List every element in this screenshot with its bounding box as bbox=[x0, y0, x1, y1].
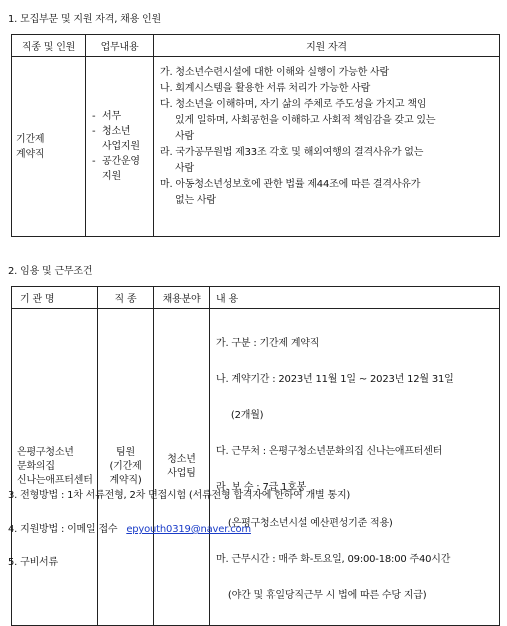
type-line: (기간제 bbox=[109, 461, 142, 472]
qualification-item bbox=[160, 97, 493, 145]
detail-line: (2개월) bbox=[216, 410, 264, 421]
header-job-count: 직종 및 인원 bbox=[12, 35, 86, 57]
employment-table bbox=[11, 286, 500, 626]
field-line: 청소년 bbox=[167, 454, 196, 465]
org-cell bbox=[12, 309, 98, 626]
details-cell bbox=[210, 309, 500, 626]
field-cell bbox=[154, 309, 210, 626]
detail-line: (야간 및 휴일당직근무 시 법에 따른 수당 지급) bbox=[216, 590, 427, 601]
header-duties: 업무내용 bbox=[86, 35, 154, 57]
detail-line: (은평구청소년시설 예산편성기준 적용) bbox=[216, 518, 393, 529]
job-line: 기간제 bbox=[16, 133, 45, 145]
job-line: 계약직 bbox=[16, 148, 45, 160]
qualification-line: 사람 bbox=[175, 163, 194, 174]
org-line: 신나는애프터센터 bbox=[17, 475, 93, 486]
qualification-table bbox=[11, 34, 500, 237]
org-line: 문화의집 bbox=[17, 461, 55, 472]
section-1-title: 1. 모집부문 및 지원 자격, 채용 인원 bbox=[8, 14, 161, 25]
qualification-item: 나. 회계시스템을 활용한 서류 처리가 가능한 사람 bbox=[160, 83, 371, 94]
job-cell bbox=[12, 57, 86, 237]
duty-line: 청소년 bbox=[102, 126, 131, 137]
duty-line: 지원 bbox=[102, 171, 121, 182]
qualifications-cell bbox=[154, 57, 500, 237]
header-content: 내 용 bbox=[210, 287, 500, 309]
detail-line: 마. 근무시간 : 매주 화-토요일, 09:00-18:00 주40시간 bbox=[216, 554, 451, 565]
qualification-item: 가. 청소년수련시설에 대한 이해와 실행이 가능한 사람 bbox=[160, 67, 389, 78]
email-link[interactable]: epyouth0319@naver.com bbox=[126, 524, 251, 535]
detail-line: 가. 구분 : 기간제 계약직 bbox=[216, 338, 320, 349]
qualification-line: 있게 일하며, 사회공헌을 이해하고 사회적 책임감을 갖고 있는 bbox=[175, 115, 436, 126]
org-line: 은평구청소년 bbox=[17, 447, 74, 458]
section-2-title: 2. 임용 및 근무조건 bbox=[8, 266, 93, 277]
type-line: 팀원 bbox=[116, 447, 135, 458]
qualification-line: 다. 청소년을 이해하며, 자기 삶의 주체로 주도성을 가지고 책임 bbox=[160, 99, 427, 110]
duty-item bbox=[90, 154, 153, 184]
section-4 bbox=[8, 520, 251, 535]
section-5-title: 5. 구비서류 bbox=[8, 557, 58, 568]
qualification-line: 라. 국가공무원법 제33조 각호 및 해외여행의 결격사유가 없는 bbox=[160, 147, 424, 158]
section-3-text: 3. 전형방법 : 1차 서류전형, 2차 면접시험 (서류전형 합격자에 한하여 개별 통지) bbox=[8, 490, 351, 501]
qualification-line: 마. 아동청소년성보호에 관한 법률 제44조에 따른 결격사유가 bbox=[160, 179, 421, 190]
duty-item bbox=[90, 124, 153, 154]
qualification-line: 없는 사람 bbox=[175, 195, 216, 206]
detail-line: 다. 근무처 : 은평구청소년문화의집 신나는애프터센터 bbox=[216, 446, 443, 457]
header-type: 직 종 bbox=[98, 287, 154, 309]
type-line: 계약직) bbox=[109, 475, 142, 486]
duties-cell bbox=[86, 57, 154, 237]
duty-line: 공간운영 bbox=[102, 156, 140, 167]
duty-line: 사업지원 bbox=[102, 141, 140, 152]
field-line: 사업팀 bbox=[167, 468, 196, 479]
detail-line: 나. 계약기간 : 2023년 11월 1일 ~ 2023년 12월 31일 bbox=[216, 374, 454, 385]
header-org: 기 관 명 bbox=[12, 287, 98, 309]
qualification-item bbox=[160, 145, 493, 177]
duty-item: - 서무 bbox=[90, 109, 153, 124]
header-field: 채용분야 bbox=[154, 287, 210, 309]
type-cell bbox=[98, 309, 154, 626]
section-4-label: 4. 지원방법 : 이메일 접수 bbox=[8, 524, 118, 535]
detail-line: 라. 보 수 : 7급 1호봉 bbox=[216, 482, 307, 493]
header-qualifications: 지원 자격 bbox=[154, 35, 500, 57]
qualification-item bbox=[160, 177, 493, 209]
qualification-line: 사람 bbox=[175, 131, 194, 142]
